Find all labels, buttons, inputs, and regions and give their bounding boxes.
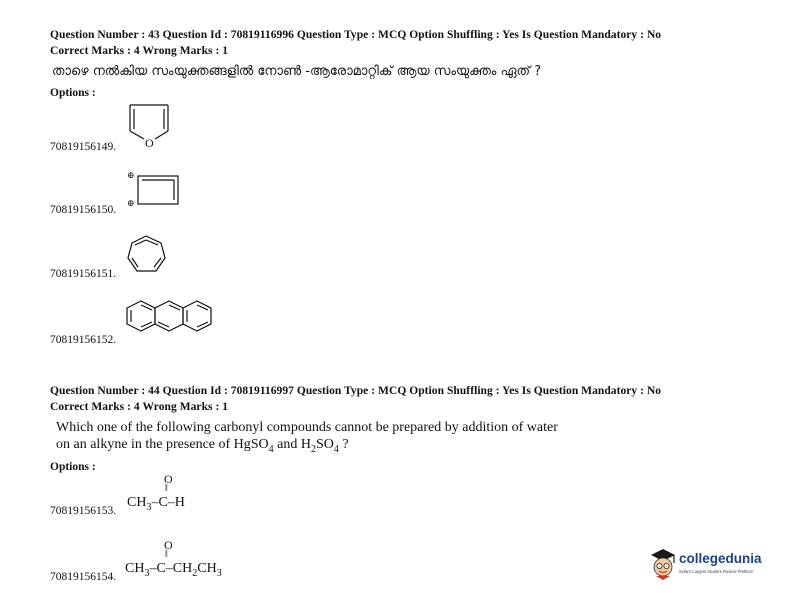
butanone-double-bond: ‖	[165, 549, 168, 560]
q44-header-line1: Question Number : 44 Question Id : 70819116997 Question Type : MCQ Option Shuffling : Yes Is Question Mandatory : No	[50, 385, 662, 397]
collegedunia-logo	[648, 547, 768, 583]
acetaldehyde-formula: $CH_3-C-H$	[127, 495, 185, 513]
furan-oxygen-label: O	[145, 136, 154, 150]
q44-option-1-id: 70819156153.	[50, 505, 117, 517]
brand-tagline: India's Largest Student Review Platform	[679, 569, 754, 574]
q43-option-3-id: 70819156151.	[50, 268, 117, 280]
q44-options-label: Options :	[50, 461, 96, 473]
brand-name: collegedunia	[679, 551, 762, 566]
q43-header-line1: Question Number : 43 Question Id : 70819116996 Question Type : MCQ Option Shuffling : Yes Is Question Mandatory : No	[50, 29, 662, 41]
q43-question-text: താഴെ നൽകിയ സംയുക്തങ്ങളിൽ നോൺ -ആരോമാറ്റിക് ആയ സംയുക്തം ഏത് ?	[52, 64, 542, 79]
graduate-mascot-icon	[648, 547, 678, 581]
q44-header-line2: Correct Marks : 4 Wrong Marks : 1	[50, 401, 229, 413]
acetaldehyde-double-bond: ‖	[165, 483, 168, 494]
cycloheptatriene-structure	[126, 234, 170, 278]
butanone-formula: $CH_3-C-CH_2CH_3$	[125, 561, 222, 579]
q43-option-2-id: 70819156150.	[50, 204, 117, 216]
q44-option-2-id: 70819156154.	[50, 571, 117, 583]
butanone-oxygen: O	[164, 538, 173, 552]
q43-options-label: Options :	[50, 87, 96, 99]
acetaldehyde-oxygen: O	[164, 472, 173, 486]
q43-option-4-id: 70819156152.	[50, 334, 117, 346]
q44-question-line1: Which one of the following carbonyl compounds cannot be prepared by addition of water	[56, 420, 558, 435]
q44-question-line2: on an alkyne in the presence of HgSO$_4$ and $H_2SO_4$ ?	[56, 437, 349, 455]
q43-option-1-id: 70819156149.	[50, 141, 117, 153]
anthracene-structure	[126, 298, 230, 342]
positive-charge-bottom: ⊕	[127, 198, 135, 208]
positive-charge-top: ⊕	[127, 170, 135, 180]
q43-header-line2: Correct Marks : 4 Wrong Marks : 1	[50, 45, 229, 57]
cyclobutadiene-structure	[136, 174, 182, 208]
